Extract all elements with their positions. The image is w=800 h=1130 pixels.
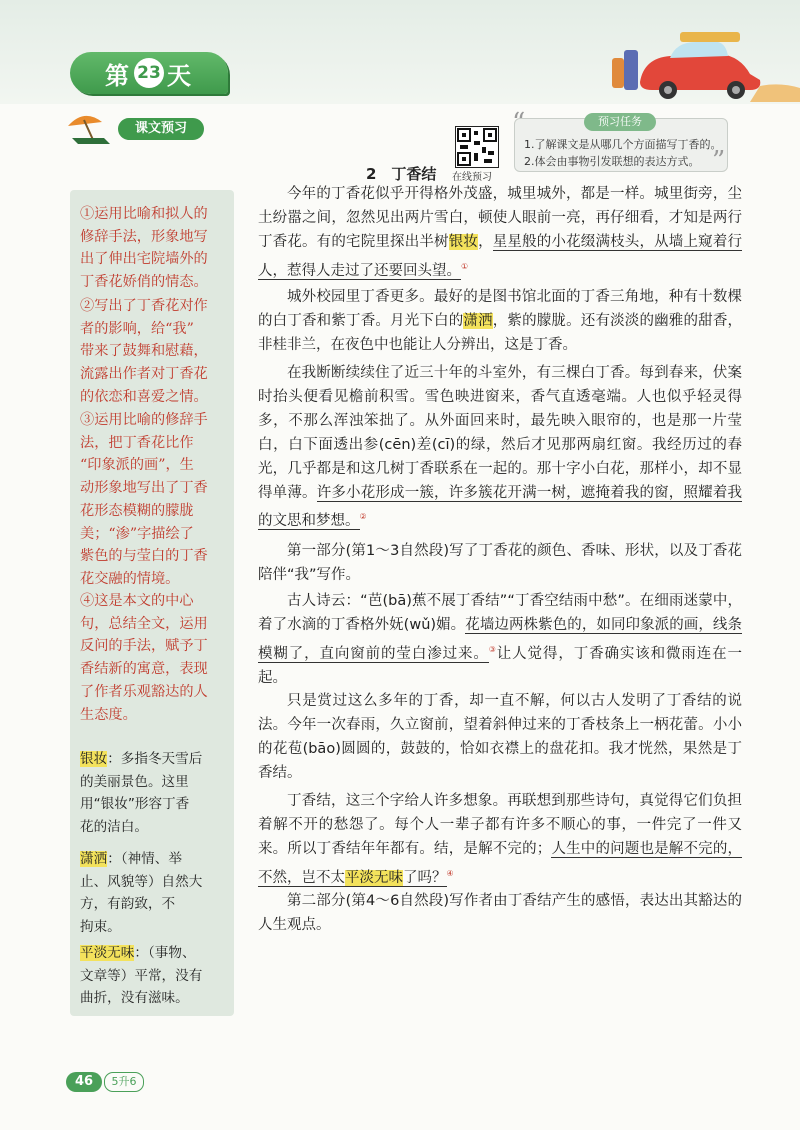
glossary-pingdanwuwei: 平淡无味：（事物、 文章等）平常，没有 曲折，没有滋味。 [80, 945, 203, 1006]
glossary-term: 潇洒 [80, 851, 108, 867]
summary-part-1: 第一部分(第1～3自然段)写了丁香花的颜色、香味、形状，以及丁香花陪伴“我”写作。 [258, 543, 742, 583]
paragraph-5: 只是赏过这么多年的丁香，却一直不解，何以古人发明了丁香结的说法。今年一次春雨，久立窗前，望着斜伸过来的丁香枝条上一柄花蕾。小小的花苞(bāo)圆圆的，鼓鼓的，恰如衣襟上的盘花扣。我才恍然，果然是丁香结。 [258, 693, 742, 781]
day-number: 23 [134, 58, 164, 88]
qr-label: 在线预习 [452, 172, 492, 183]
paragraph-1: 今年的丁香花似乎开得格外茂盛，城里城外，都是一样。城里街旁，尘土纷嚣之间，忽然见出两片雪白，顿使人眼前一亮，再仔细看，才知是两行丁香花。有的宅院里探出半树银妆，星星般的小花缀满枝头，从墙上窥着行人，惹得人走过了还要回头望。① [258, 186, 742, 279]
annotation-note-3: ③运用比喻的修辞手 法，把丁香花比作 “印象派的画”，生 动形象地写出了丁香 花形态模糊的朦胧 美；“渗”字描绘了 紫色的与莹白的丁香 花交融的情境。 [80, 412, 208, 587]
glossary-term: 平淡无味 [80, 945, 135, 961]
day-suffix: 天 [167, 61, 193, 90]
glossary-term: 银妆 [80, 751, 108, 767]
quote-close-icon: ” [712, 146, 726, 176]
day-badge [70, 52, 228, 94]
paragraph-4: 古人诗云：“芭(bā)蕉不展丁香结”“丁香空结雨中愁”。在细雨迷蒙中，着了水滴的丁香格外妩(wǔ)媚。花墙边两株紫色的，如同印象派的画，线条模糊了，直向窗前的莹白渗过来。③让人觉得，丁香确实该和微雨连在一起。 [258, 593, 743, 686]
paragraph-6: 丁香结，这三个字给人许多想象。再联想到那些诗句，真觉得它们负担着解不开的愁怨了。每个人一辈子都有许多不顺心的事，一件完了一件又来。所以丁香结年年都有。结，是解不完的；人生中的问题也是解不完的，不然，岂不太平淡无味了吗？④ [258, 793, 742, 886]
glossary-xiaosa: 潇洒：（神情、举 止、风貌等）自然大 方，有韵致，不 拘束。 [80, 851, 203, 935]
lesson-title: 2 丁香结 [366, 165, 437, 183]
day-prefix: 第 [105, 61, 131, 90]
annotation-note-1: ①运用比喻和拟人的 修辞手法，形象地写 出了伸出宅院墙外的 丁香花娇俏的情态。 [80, 206, 208, 291]
page-number: 46 [66, 1072, 102, 1092]
annotation-note-4: ④这是本文的中心 句，总结全文，运用 反问的手法，赋予丁 香结新的寓意，表现 了作者乐观豁达的人 生态度。 [80, 593, 208, 723]
glossary-yinzhuang: 银妆：多指冬天雪后 的美丽景色。这里 用“银妆”形容丁香 花的洁白。 [80, 751, 203, 835]
beach-umbrella-icon [64, 108, 116, 148]
summary-part-2: 第二部分(第4～6自然段)写作者由丁香结产生的感悟，表达出其豁达的人生观点。 [258, 893, 742, 933]
annotation-note-2: ②写出了丁香花对作 者的影响，给“我” 带来了鼓舞和慰藉， 流露出作者对丁香花 的依恋和喜爱之情。 [80, 298, 208, 405]
paragraph-3: 在我断断续续住了近三十年的斗室外，有三棵白丁香。每到春来，伏案时抬头便看见檐前积雪。雪色映进窗来，香气直透毫端。人也似乎轻灵得多，不那么浑浊笨拙了。从外面回来时，最先映入眼帘的，也是那一片莹白，白下面透出参(cēn)差(cī)的绿，然后才见那两扇红窗。我经历过的春光，几乎都是和这几树丁香联系在一起的。那十字小白花，那样小，却不显得单薄。许多小花形成一簇，许多簇花开满一树，遮掩着我的窗，照耀着我的文思和梦想。② [258, 365, 742, 530]
preview-task-1: 1.了解课文是从哪几个方面描写丁香的。 [524, 138, 722, 151]
car-illustration-icon [600, 22, 800, 102]
section-tag: 课文预习 [118, 118, 204, 140]
preview-title: 预习任务 [584, 113, 656, 131]
quote-open-icon: “ [512, 108, 526, 138]
grade-label: 5升6 [104, 1072, 144, 1092]
qr-code-icon[interactable] [455, 126, 499, 168]
paragraph-2: 城外校园里丁香更多。最好的是图书馆北面的丁香三角地，种有十数棵的白丁香和紫丁香。月光下白的潇洒，紫的朦胧。还有淡淡的幽雅的甜香，非桂非兰，在夜色中也能让人分辨出，这是丁香。 [258, 289, 742, 353]
preview-task-2: 2.体会由事物引发联想的表达方式。 [524, 155, 700, 168]
